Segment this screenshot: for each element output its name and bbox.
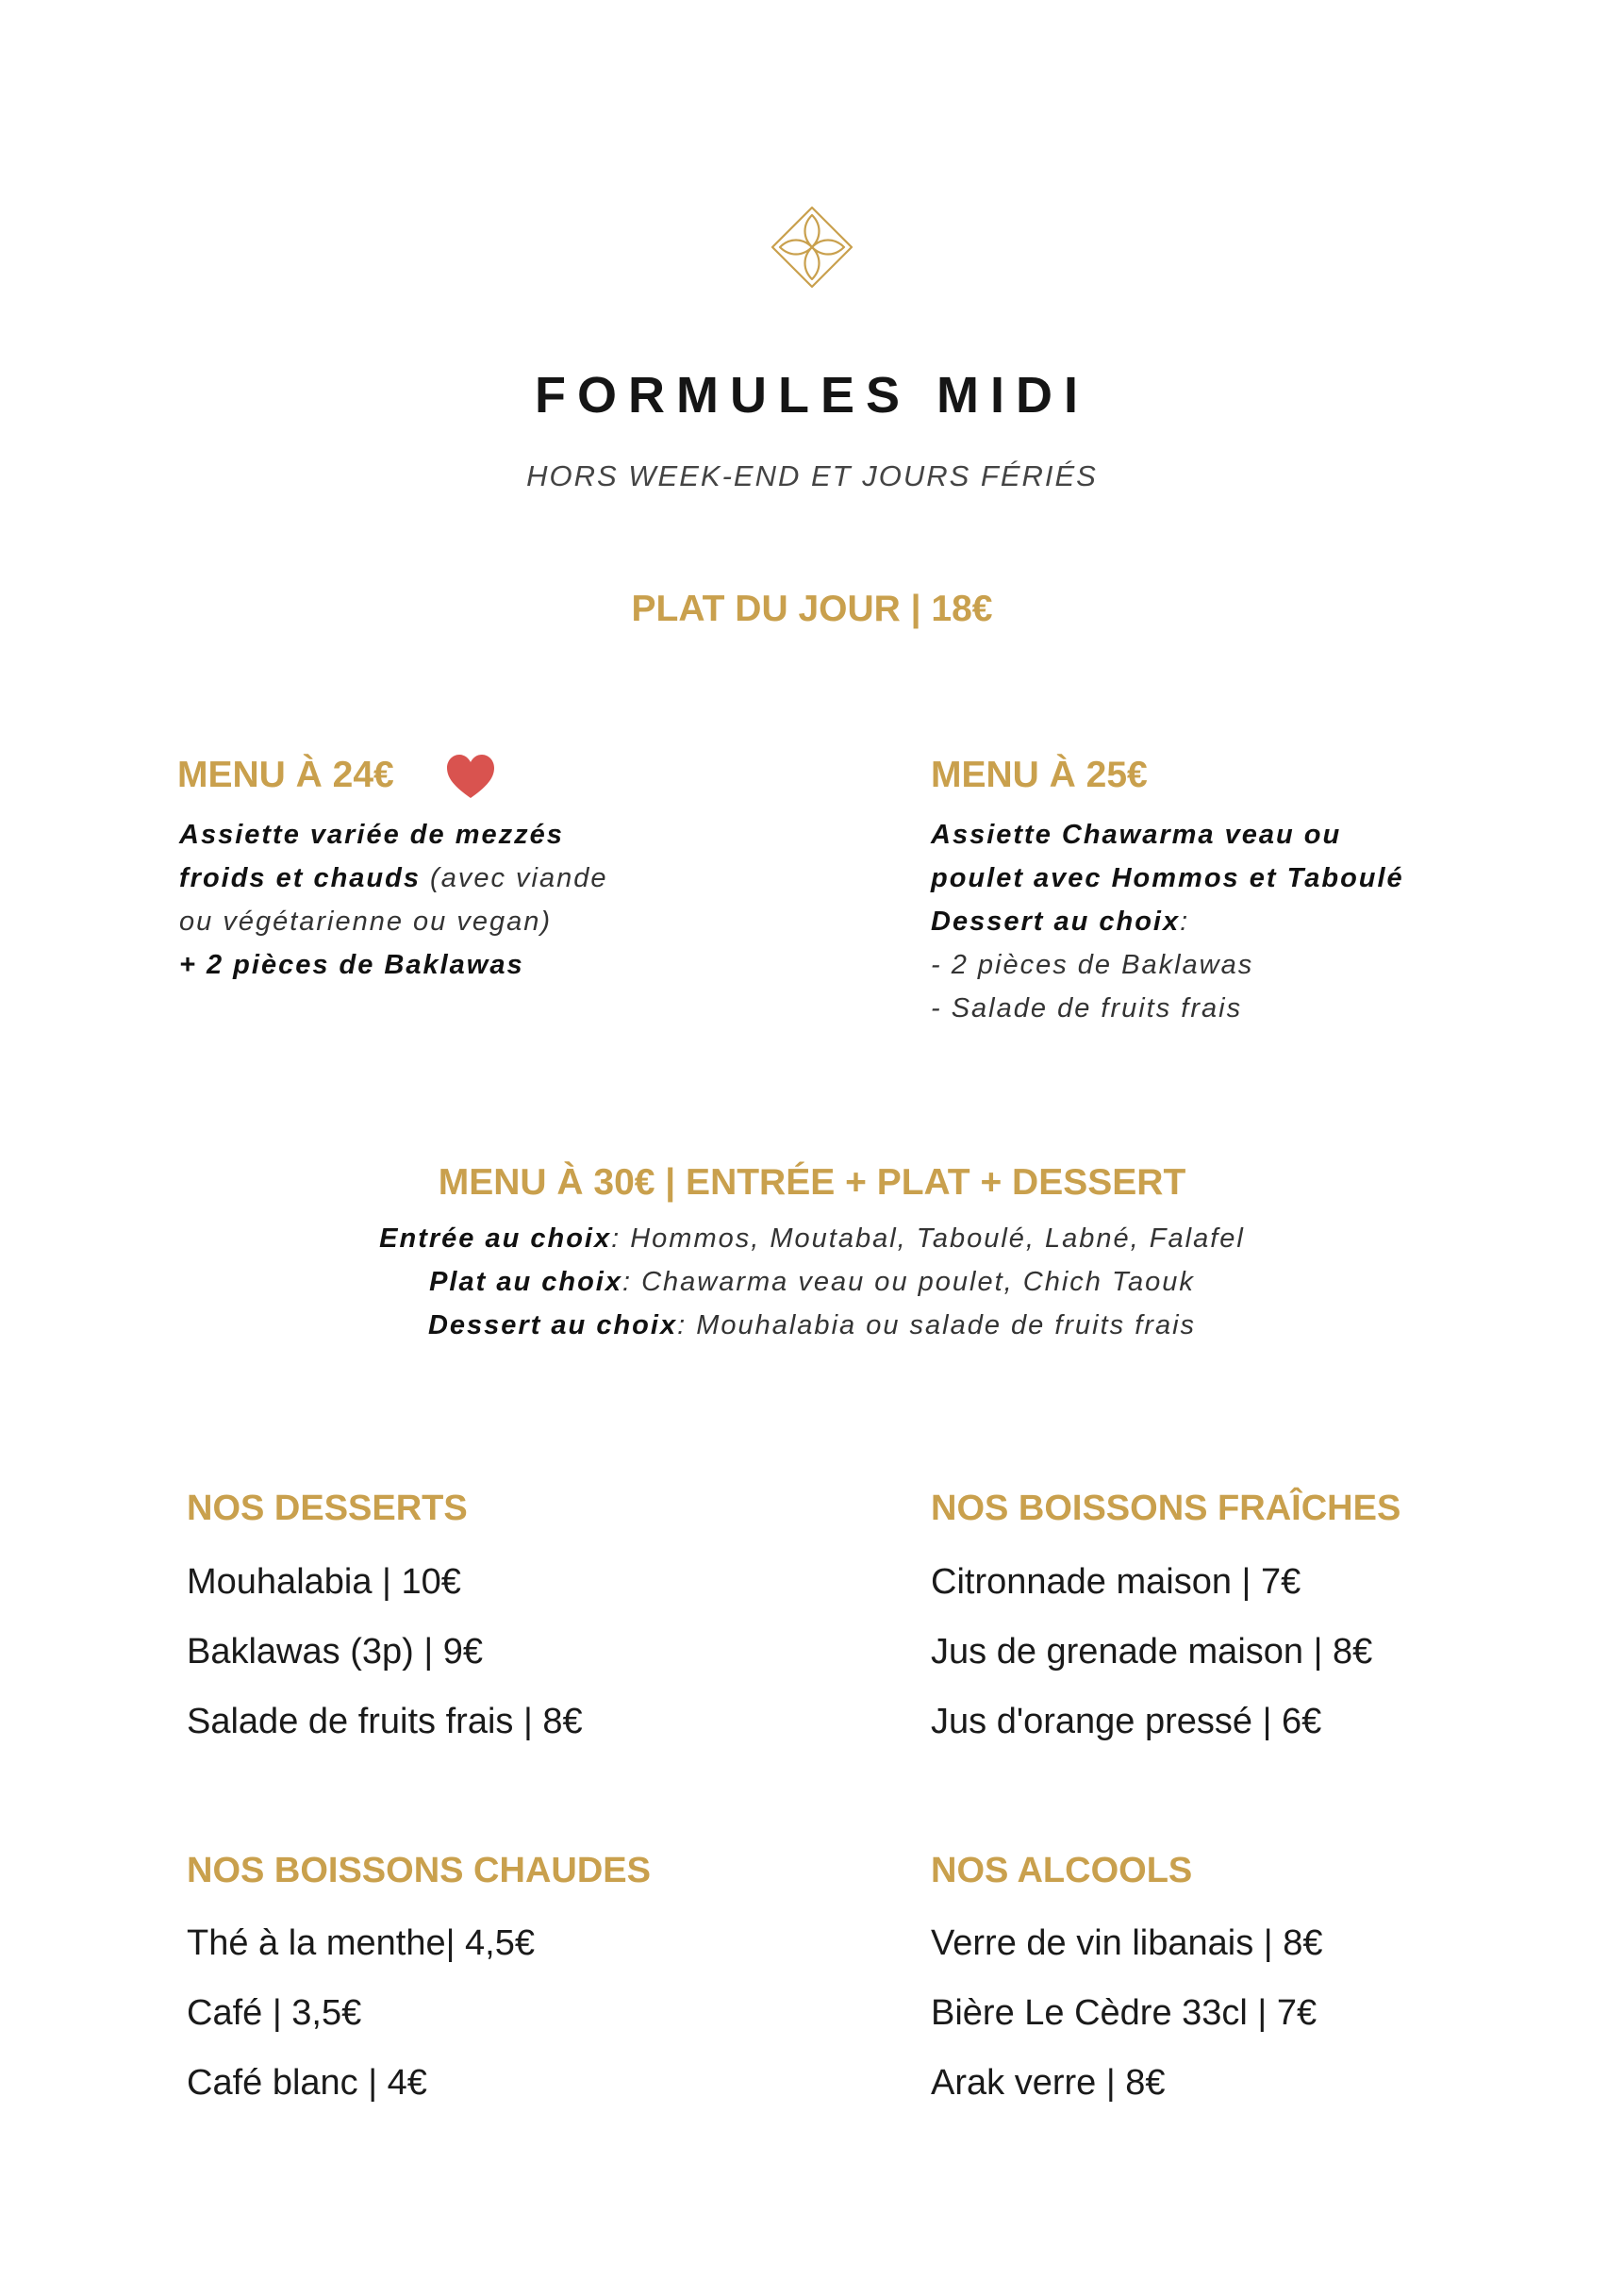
menu-30-line-bold: Plat au choix — [429, 1267, 622, 1297]
menu-30-line-light: : Hommos, Moutabal, Taboulé, Labné, Falafel — [611, 1223, 1245, 1254]
menu-30-line — [0, 1260, 1624, 1304]
menu-24-description — [179, 813, 608, 987]
list-item: Jus d'orange pressé | 6€ — [931, 1702, 1322, 1741]
menu-30-line-bold: Entrée au choix — [379, 1223, 612, 1254]
list-item: Baklawas (3p) | 9€ — [187, 1632, 484, 1672]
list-item: Bière Le Cèdre 33cl | 7€ — [931, 1993, 1317, 2033]
cold-drinks-heading: NOS BOISSONS FRAÎCHES — [931, 1489, 1401, 1528]
menu-24-line — [179, 857, 608, 900]
menu-24-line-light: (avec viande — [421, 863, 608, 893]
menu-30-line — [0, 1217, 1624, 1260]
menu-24-line: ou végétarienne ou vegan) — [179, 907, 553, 937]
list-item: Citronnade maison | 7€ — [931, 1562, 1301, 1602]
alcohol-list — [931, 1908, 1322, 2118]
menu-25-line: - 2 pièces de Baklawas — [931, 950, 1254, 980]
menu-24-line: Assiette variée de mezzés — [179, 820, 564, 850]
menu-24-heading: MENU À 24€ — [177, 755, 394, 795]
hot-drinks-heading: NOS BOISSONS CHAUDES — [187, 1851, 651, 1890]
menu-25-line-light: : — [1180, 907, 1190, 937]
desserts-heading: NOS DESSERTS — [187, 1489, 468, 1528]
menu-30-line — [0, 1304, 1624, 1347]
list-item: Jus de grenade maison | 8€ — [931, 1632, 1373, 1672]
menu-25-line: poulet avec Hommos et Taboulé — [931, 863, 1404, 893]
menu-30-heading: MENU À 30€ | ENTRÉE + PLAT + DESSERT — [438, 1162, 1186, 1203]
menu-30-description — [0, 1217, 1624, 1347]
page-subtitle: HORS WEEK-END ET JOURS FÉRIÉS — [526, 459, 1098, 492]
heart-icon — [445, 753, 496, 800]
hot-drinks-list — [187, 1908, 535, 2118]
page-title: FORMULES MIDI — [535, 367, 1089, 424]
menu-25-line-bold: Dessert au choix — [931, 907, 1181, 937]
menu-30-line-bold: Dessert au choix — [427, 1310, 678, 1340]
gold-diamond-flower-icon — [771, 206, 853, 289]
menu-25-line: Assiette Chawarma veau ou — [931, 820, 1342, 850]
menu-25-line: - Salade de fruits frais — [931, 993, 1243, 1023]
menu-25-heading: MENU À 25€ — [931, 755, 1148, 795]
plat-du-jour-heading: PLAT DU JOUR | 18€ — [631, 589, 993, 629]
list-item: Café | 3,5€ — [187, 1993, 362, 2033]
list-item: Thé à la menthe| 4,5€ — [187, 1923, 535, 1963]
list-item: Café blanc | 4€ — [187, 2063, 427, 2103]
menu-25-line — [931, 900, 1404, 943]
list-item: Verre de vin libanais | 8€ — [931, 1923, 1323, 1963]
menu-30-line-light: : Chawarma veau ou poulet, Chich Taouk — [621, 1267, 1195, 1297]
alcohol-heading: NOS ALCOOLS — [931, 1851, 1193, 1890]
menu-24-line: + 2 pièces de Baklawas — [179, 950, 524, 980]
menu-30-line-light: : Mouhalabia ou salade de fruits frais — [677, 1310, 1197, 1340]
desserts-list — [187, 1547, 583, 1756]
menu-25-description — [931, 813, 1404, 1030]
list-item: Salade de fruits frais | 8€ — [187, 1702, 583, 1741]
menu-24-line-bold: froids et chauds — [179, 863, 421, 893]
list-item: Mouhalabia | 10€ — [187, 1562, 461, 1602]
cold-drinks-list — [931, 1547, 1372, 1756]
list-item: Arak verre | 8€ — [931, 2063, 1166, 2103]
